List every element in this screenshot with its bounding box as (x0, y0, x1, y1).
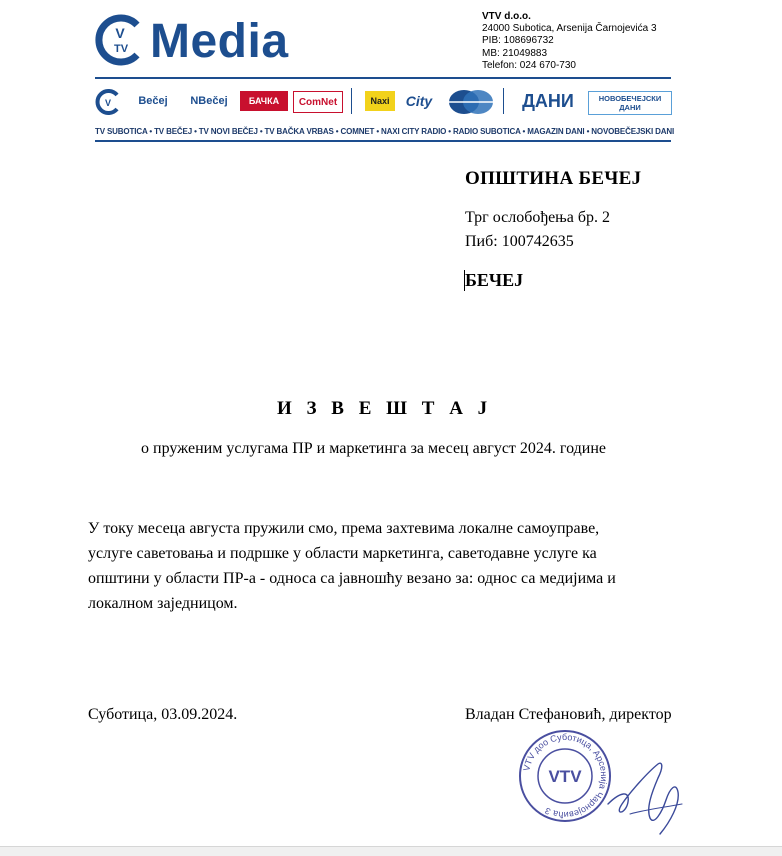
company-pib: PIB: 108696732 (482, 35, 554, 47)
brand-tv-novi-becej: NBečej (190, 95, 228, 107)
svg-text:V: V (104, 98, 112, 108)
body-line: У току месеца августа пружили смо, према захтевима локалне самоуправе, (88, 520, 600, 537)
brand-divider-2 (503, 88, 504, 114)
logo-wordmark: Media (150, 15, 289, 68)
handwritten-signature (600, 752, 690, 842)
signer-name: Владан Стефановић, директор (465, 706, 672, 723)
brand-tv-becej: Bečej (138, 95, 168, 107)
recipient-pib: Пиб: 100742635 (465, 233, 574, 250)
brand-strip (95, 86, 671, 118)
brand-divider (351, 88, 352, 114)
radio-subotica-logo-icon (447, 88, 495, 116)
report-body (88, 516, 728, 616)
body-line: локалном заједницом. (88, 595, 238, 612)
company-name: VTV d.o.o. (482, 11, 531, 22)
svg-text:TV: TV (113, 43, 129, 55)
letterhead-divider-top (95, 77, 671, 79)
vtv-small-logo-icon (95, 89, 121, 115)
vtv-logo-icon (95, 11, 145, 69)
stamp-ring-text: VTV доо Суботица, Арсенија Чарнојевића 3 (521, 731, 610, 821)
body-line: општини у области ПР-а - односа са јавношћу везано за: однос са медијима и (88, 570, 616, 587)
recipient-address: Трг ослобођења бр. 2 (465, 209, 610, 226)
brand-dani: ДАНИ (522, 90, 574, 111)
letterhead-tagline: TV SUBOTICA • TV BEČEJ • TV NOVI BEČEJ • TV BAČKA VRBAS • COMNET • NAXI CITY RADIO • RADIO SUBOTICA • MAGAZIN DANI • NOVOBEČEJSKI DANI (95, 127, 675, 136)
brand-comnet: ComNet (293, 91, 343, 113)
company-address: 24000 Subotica, Arsenija Čarnojevića 3 (482, 23, 657, 35)
place-and-date: Суботица, 03.09.2024. (88, 706, 238, 723)
stamp-center-text: VTV (548, 767, 582, 786)
brand-city: City (405, 93, 433, 109)
company-stamp (517, 728, 613, 824)
svg-text:V: V (115, 25, 125, 41)
report-title: И З В Е Ш Т А Ј (277, 398, 493, 419)
brand-naxi: Naxi (365, 91, 395, 111)
recipient-name: ОПШТИНА БЕЧЕЈ (465, 168, 642, 189)
company-mb: MB: 21049883 (482, 47, 548, 59)
report-subtitle: о пруженим услугама ПР и маркетинга за месец август 2024. године (141, 440, 606, 457)
brand-novobecejski-dani: НОВОБЕЧЕЈСКИ ДАНИ (588, 91, 672, 115)
text-cursor (464, 270, 465, 291)
body-line: услуге саветовања и подршке у области маркетинга, саветодавне услуге ка (88, 545, 597, 562)
recipient-city[interactable]: БЕЧЕЈ (465, 270, 524, 290)
brand-backa: БАЧКА (240, 91, 288, 111)
company-phone: Telefon: 024 670-730 (482, 59, 576, 71)
company-info (482, 11, 657, 72)
letterhead-divider-bottom (95, 140, 671, 142)
